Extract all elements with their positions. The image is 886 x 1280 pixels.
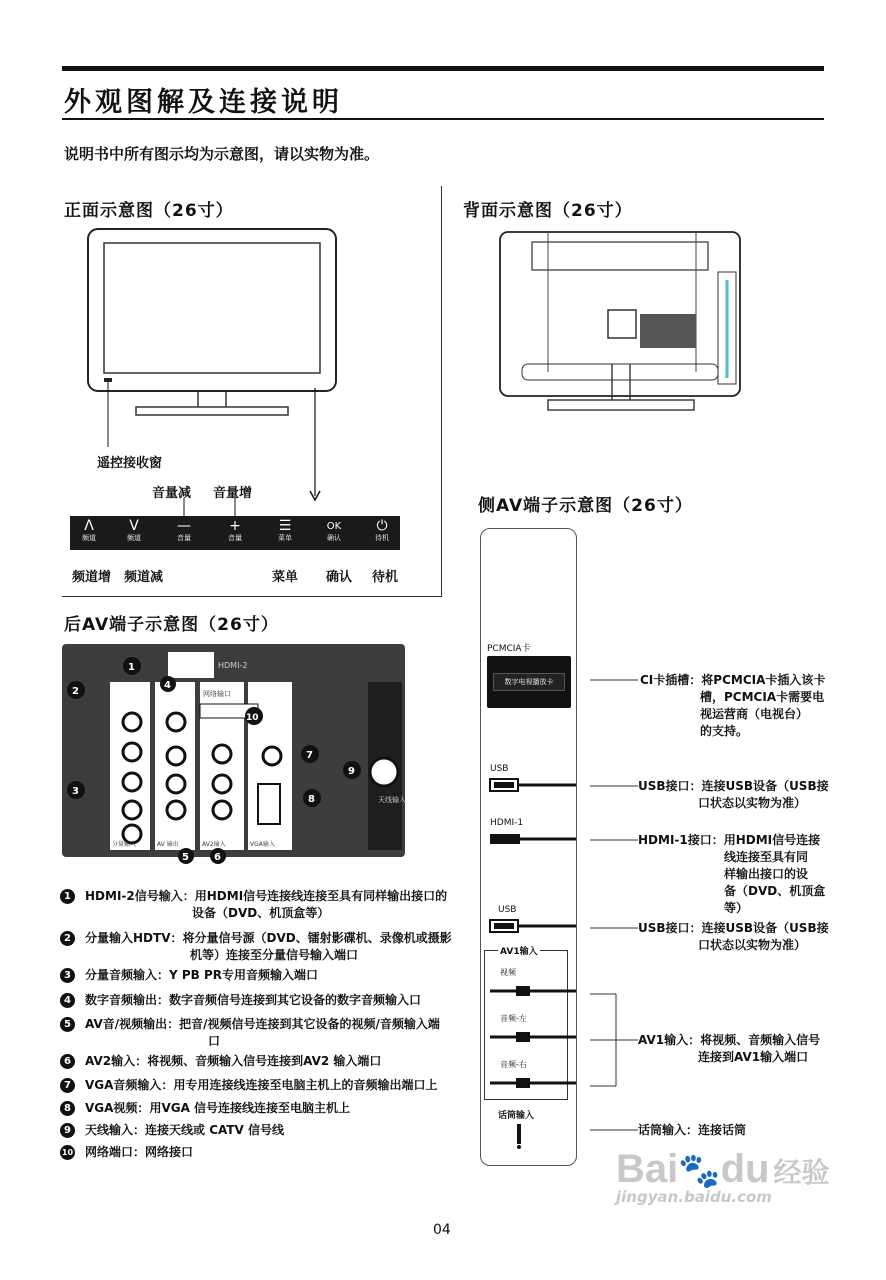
- mic-jack-icon: [512, 1122, 526, 1150]
- rear-av-heading: 后AV端子示意图（26寸）: [64, 615, 279, 635]
- svg-text:6: 6: [214, 852, 221, 863]
- svg-text:7: 7: [306, 750, 313, 761]
- usb-connector-icon: [488, 776, 576, 794]
- legend-item-3: 3 分量音频输入：Y PB PR专用音频输入端口: [60, 967, 318, 983]
- legend-item-1-cont: 设备（DVD、机顶盒等）: [192, 906, 330, 920]
- top-rule: [62, 66, 824, 71]
- usb1-label: USB: [490, 764, 509, 774]
- page-note: 说明书中所有图示均为示意图，请以实物为准。: [64, 145, 380, 163]
- label-ok: 确认: [326, 570, 353, 585]
- ok-icon: OK: [326, 521, 342, 532]
- page-number: 04: [433, 1222, 451, 1238]
- legend-item-6: 6 AV2输入：将视频、音频输入信号连接到AV2 输入端口: [60, 1053, 381, 1069]
- remote-receiver-label: 遥控接收窗: [97, 456, 163, 471]
- tv-back-diagram: [498, 228, 746, 418]
- note-ci: CI卡插槽：将PCMCIA卡插入该卡 槽，PCMCIA卡需要电 视运营商（电视台） 的支持。: [640, 673, 826, 738]
- svg-text:8: 8: [308, 794, 315, 805]
- svg-text:2: 2: [72, 686, 79, 697]
- page-title: 外观图解及连接说明: [64, 87, 343, 118]
- svg-text:1: 1: [128, 662, 135, 673]
- svg-text:天线输入: 天线输入: [378, 796, 406, 804]
- svg-text:分量输入: 分量输入: [112, 841, 137, 848]
- note-av1: AV1输入：将视频、音频输入信号 连接到AV1输入端口: [638, 1033, 821, 1064]
- tv-front-diagram: [80, 225, 342, 425]
- legend-item-9: 9 天线输入：连接天线或 CATV 信号线: [60, 1122, 284, 1138]
- rear-av-panel: [62, 644, 406, 863]
- back-heading: 背面示意图（26寸）: [463, 201, 633, 221]
- menu-icon: ☰: [278, 518, 292, 534]
- av1-video-label: 视频: [500, 968, 516, 977]
- note-hdmi1: HDMI-1接口：用HDMI信号连接 线连接至具有同 样输出接口的设 备（DVD、机顶盒 等）: [638, 833, 826, 915]
- ch-up-button[interactable]: Λ 频道: [74, 519, 104, 543]
- vol-up-button[interactable]: + 音量: [220, 519, 250, 543]
- ch-up-icon: Λ: [84, 518, 94, 534]
- plus-icon: +: [229, 518, 241, 534]
- control-button-bar: [70, 516, 400, 550]
- paw-icon: 🐾: [678, 1151, 721, 1191]
- svg-text:9: 9: [348, 766, 355, 777]
- note-usb1: USB接口：连接USB设备（USB接 口状态以实物为准）: [638, 779, 829, 810]
- minus-icon: —: [177, 518, 191, 534]
- av1-label: AV1输入: [498, 944, 540, 957]
- svg-text:AV 输出: AV 输出: [157, 841, 179, 848]
- standby-button[interactable]: ⏻ 待机: [367, 519, 397, 543]
- front-heading: 正面示意图（26寸）: [64, 201, 234, 221]
- svg-text:VGA输入: VGA输入: [250, 841, 275, 848]
- down-arrow-icon: [308, 388, 322, 508]
- av1-audio-l-label: 音频-左: [500, 1014, 527, 1023]
- svg-text:4: 4: [164, 680, 171, 691]
- baidu-watermark: Bai🐾du 经验 jingyan.baidu.com: [616, 1147, 830, 1206]
- mic-label: 话筒输入: [498, 1111, 535, 1121]
- rear-av-panel-graphic: [62, 644, 406, 863]
- usb-connector-icon-2: [488, 917, 576, 935]
- section-divider-vertical: [441, 186, 442, 596]
- pcmcia-label: PCMCIA卡: [487, 644, 531, 654]
- ok-button[interactable]: OK 确认: [319, 519, 349, 543]
- note-usb2: USB接口：连接USB设备（USB接 口状态以实物为准）: [638, 921, 829, 952]
- legend-item-5: 5 AV音/视频输出：把音/视频信号连接到其它设备的视频/音频输入端: [60, 1016, 440, 1032]
- svg-text:5: 5: [182, 852, 189, 863]
- legend-item-2: 2 分量输入HDTV：将分量信号源（DVD、镭射影碟机、录像机或摄影: [60, 930, 452, 946]
- vol-down-label: 音量减: [152, 486, 192, 501]
- legend-item-8: 8 VGA视频：用VGA 信号连接线连接至电脑主机上: [60, 1100, 350, 1116]
- side-note-connectors: [576, 670, 642, 1150]
- av1-audio-r-label: 音频-右: [500, 1060, 527, 1069]
- svg-text:AV2输入: AV2输入: [202, 841, 226, 848]
- rca-audio-left-icon: [486, 1030, 576, 1044]
- usb2-label: USB: [498, 905, 517, 915]
- ch-down-button[interactable]: V 频道: [119, 519, 149, 543]
- menu-button[interactable]: ☰ 菜单: [270, 519, 300, 543]
- label-ch-down: 频道减: [124, 570, 164, 585]
- legend-item-7: 7 VGA音频输入：用专用连接线连接至电脑主机上的音频输出端口上: [60, 1077, 437, 1093]
- vol-up-label: 音量增: [213, 486, 253, 501]
- title-rule: [62, 118, 824, 120]
- legend-item-5-cont: 口: [208, 1034, 221, 1048]
- pcmcia-card: 数字电视播放卡: [487, 656, 571, 708]
- ch-down-icon: V: [129, 518, 139, 534]
- hdmi1-label: HDMI-1: [490, 818, 524, 828]
- label-standby: 待机: [372, 570, 399, 585]
- legend-item-2-cont: 机等）连接至分量信号输入端口: [190, 948, 359, 962]
- label-menu: 菜单: [272, 570, 299, 585]
- svg-text:10: 10: [246, 713, 259, 723]
- svg-text:网络输口: 网络输口: [203, 690, 231, 698]
- vol-down-button[interactable]: — 音量: [169, 519, 199, 543]
- legend-item-10: 10 网络端口：网络接口: [61, 1145, 194, 1159]
- note-mic: 话筒输入：连接话筒: [638, 1123, 747, 1137]
- legend-item-4: 4 数字音频输出：数字音频信号连接到其它设备的数字音频输入口: [60, 992, 421, 1008]
- label-ch-up: 频道增: [72, 570, 112, 585]
- legend-item-1: 1 HDMI-2信号输入：用HDMI信号连接线连接至具有同样输出接口的: [60, 888, 447, 904]
- hdmi-connector-icon: [488, 830, 576, 848]
- svg-text:HDMI-2: HDMI-2: [218, 661, 248, 670]
- section-divider-horizontal: [62, 596, 442, 597]
- rca-video-icon: [486, 984, 576, 998]
- power-icon: ⏻: [376, 518, 388, 534]
- rca-audio-right-icon: [486, 1076, 576, 1090]
- side-av-heading: 侧AV端子示意图（26寸）: [478, 496, 693, 516]
- svg-text:3: 3: [72, 786, 79, 797]
